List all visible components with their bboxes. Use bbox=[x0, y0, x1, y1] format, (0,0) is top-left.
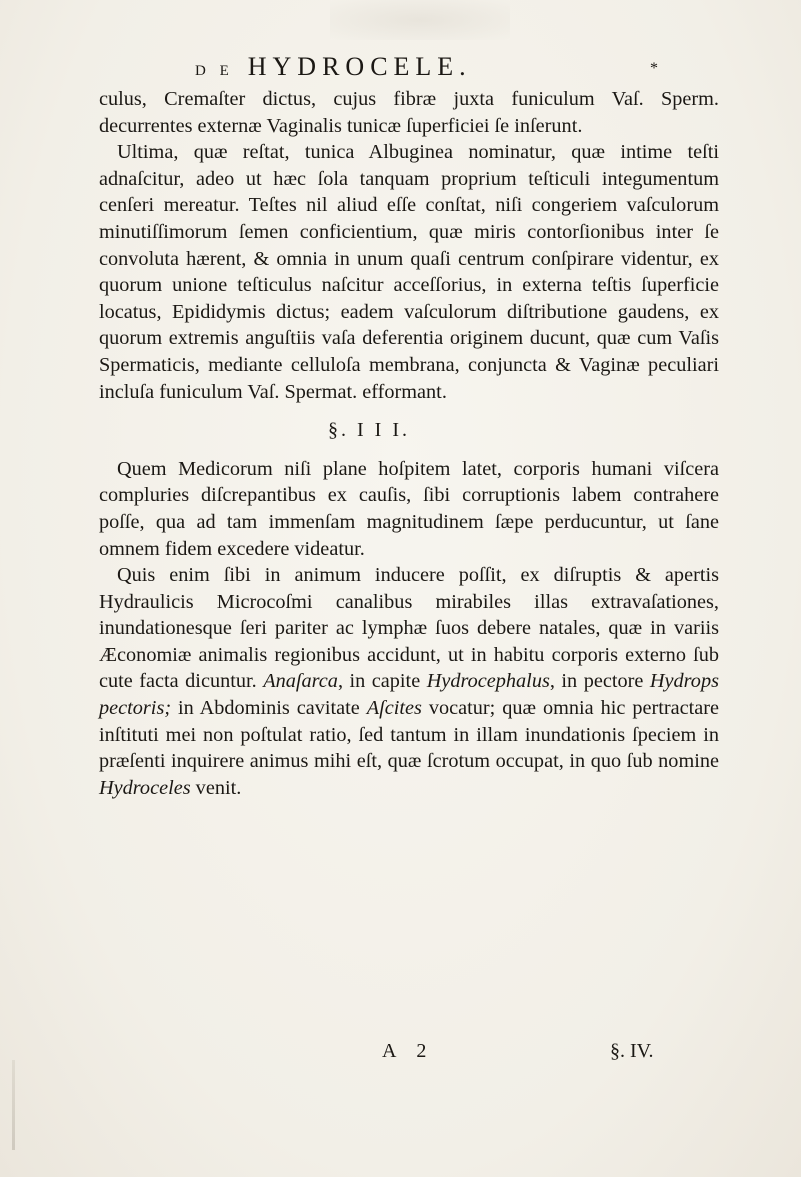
catchword: §. IV. bbox=[610, 1040, 654, 1062]
section-heading: §. I I I. bbox=[328, 419, 410, 442]
running-head-title: HYDROCELE. bbox=[247, 52, 472, 81]
text-run: , in capite bbox=[337, 670, 427, 693]
paragraph-continued: culus, Cremaſter dictus, cujus fibræ juxta funiculum Vaſ. Sperm. decurrentes externæ Vaginalis tunicæ ſuperficiei ſe inſerunt. bbox=[99, 88, 719, 137]
text-run: , in pectore bbox=[549, 670, 650, 693]
text-run: Quis enim ſibi in animum inducere poſſit, ex diſruptis & apertis Hydraulicis Microcoſmi canalibus mirabiles illas extravaſationes, inundationesque ſeri pariter ac lymphæ ſuos debere natales, quæ in variis Æconomiæ animalis regionibus accidunt, ut in habitu corporis externo ſub cute facta dicuntur. bbox=[99, 564, 719, 693]
term-hydrocephalus: Hydrocephalus bbox=[426, 670, 550, 693]
text-run: vocatur; quæ omnia hic pertractare inſtituti mei non poſtulat ratio, ſed tantum in illam inundationis ſpeciem in præſenti inquirere animus mihi eſt, quæ ſcrotum occupat, in quo ſub nomine bbox=[99, 697, 719, 773]
term-ascites: Aſcites bbox=[366, 697, 422, 720]
term-hydrops-pectoris: Hydrops pectoris; bbox=[99, 670, 719, 720]
text-run: venit. bbox=[190, 776, 242, 799]
text-run: in Abdominis cavitate bbox=[171, 697, 367, 720]
paragraph-inundations bbox=[99, 562, 719, 801]
term-hydroceles: Hydroceles bbox=[99, 776, 191, 799]
body-text bbox=[99, 86, 719, 801]
margin-mark: * bbox=[650, 60, 658, 77]
ink-bleed-stain bbox=[330, 0, 510, 40]
running-head-prefix: D E bbox=[195, 63, 234, 79]
running-head bbox=[150, 52, 670, 82]
paragraph-albuginea: Ultima, quæ reſtat, tunica Albuginea nominatur, quæ intime teſti adnaſcitur, adeo ut hæc ſola tanquam proprium teſticuli integumentum cenſeri mereatur. Teſtes nil aliud eſſe conſtat, niſi congeriem vaſculorum minutiſſimorum ſemen conficientium, quæ miris contorſionibus inter ſe convoluta hærent, & omnia in unum quaſi centrum conſpirare videntur, ex quorum unione teſticulus naſcitur acceſſorius, in externa teſtis ſuperficie locatus, Epididymis dictus; eadem vaſculorum diſtributione gaudens, ex quorum extremis anguſtiis vaſa deferentia originem ducunt, quæ cum Vaſis Spermaticis, mediante celluloſa membrana, conjuncta & Vaginæ peculiari incluſa funiculum Vaſ. Spermat. efformant. bbox=[99, 141, 719, 403]
margin-stain bbox=[12, 1060, 15, 1150]
signature-mark: A 2 bbox=[382, 1040, 435, 1062]
term-anasarca: Anaſarca bbox=[263, 670, 338, 693]
paragraph-medicorum: Quem Medicorum niſi plane hoſpitem latet, corporis humani viſcera compluries diſcrepantibus ex cauſis, ſibi corruptionis labem contrahere poſſe, qua ad tam immenſam magnitudinem ſæpe perducuntur, ut ſane omnem fidem excedere videatur. bbox=[99, 457, 719, 560]
